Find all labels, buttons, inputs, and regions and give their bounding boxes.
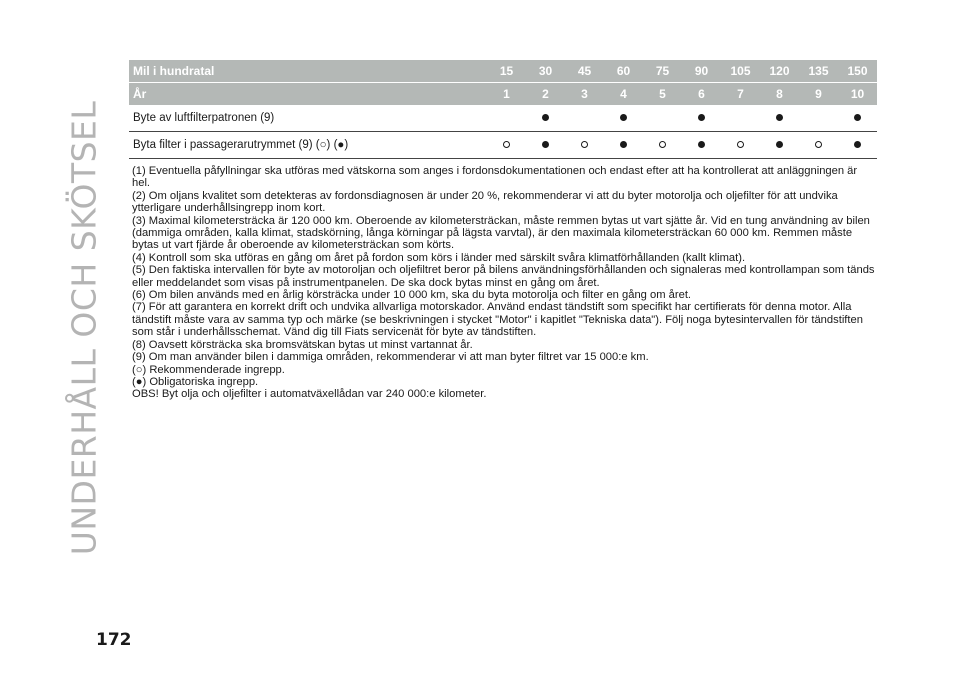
mandatory-dot-icon	[776, 114, 783, 121]
header-distance-cell: 15	[487, 60, 526, 83]
mandatory-dot-icon	[698, 141, 705, 148]
interval-cell	[721, 105, 760, 132]
header-distance-cell: 90	[682, 60, 721, 83]
interval-cell	[604, 105, 643, 132]
interval-cell	[760, 132, 799, 159]
header-distance-cell: 120	[760, 60, 799, 83]
mandatory-dot-icon	[542, 141, 549, 148]
mandatory-dot-icon	[542, 114, 549, 121]
interval-cell	[487, 132, 526, 159]
header-year-cell: 6	[682, 83, 721, 106]
header-year-cell: 2	[526, 83, 565, 106]
header-year-cell: 1	[487, 83, 526, 106]
footnote: (4) Kontroll som ska utföras en gång om året på fordon som körs i länder med särskilt svåra klimatförhållanden (kallt klimat).	[132, 251, 746, 264]
footnote: (6) Om bilen används med en årlig körsträcka under 10 000 km, ska du byta motorolja och filter en gång om året.	[132, 289, 692, 302]
table-row	[129, 105, 877, 132]
header-year-cell: 3	[565, 83, 604, 106]
maintenance-table	[129, 60, 877, 159]
header-year-cell: 8	[760, 83, 799, 106]
footnote: (5) Den faktiska intervallen för byte av motoroljan och oljefiltret beror på bilens användningsförhållanden och signaleras med kontrollampan som tänds eller meddelandet som visas på instrumentpanelen. De ska dock bytas minst en gång om året.	[132, 264, 875, 289]
header-distance-cell: 150	[838, 60, 877, 83]
header-distance-label: Mil i hundratal	[129, 60, 487, 83]
interval-cell	[799, 132, 838, 159]
interval-cell	[565, 132, 604, 159]
header-years-label: År	[129, 83, 487, 106]
header-year-cell: 9	[799, 83, 838, 106]
interval-cell	[721, 132, 760, 159]
interval-cell	[526, 105, 565, 132]
header-distance-cell: 45	[565, 60, 604, 83]
table-row	[129, 132, 877, 159]
header-distance-cell: 30	[526, 60, 565, 83]
footnote: (9) Om man använder bilen i dammiga områden, rekommenderar vi att man byter filtret var 15 000:e km.	[132, 351, 649, 364]
recommended-ring-icon	[581, 141, 588, 148]
header-year-cell: 10	[838, 83, 877, 106]
mandatory-dot-icon	[854, 114, 861, 121]
header-distance-cell: 135	[799, 60, 838, 83]
interval-cell	[838, 132, 877, 159]
interval-cell	[682, 132, 721, 159]
mandatory-dot-icon	[698, 114, 705, 121]
header-year-cell: 4	[604, 83, 643, 106]
footnote-legend-recommended: (○) Rekommenderade ingrepp.	[132, 363, 285, 376]
interval-cell	[643, 132, 682, 159]
footnotes	[132, 165, 877, 401]
interval-cell	[643, 105, 682, 132]
recommended-ring-icon	[659, 141, 666, 148]
interval-cell	[526, 132, 565, 159]
row-label-cabin-filter: Byta filter i passagerarutrymmet (9) (○) (●)	[129, 132, 487, 159]
mandatory-dot-icon	[620, 141, 627, 148]
mandatory-dot-icon	[620, 114, 627, 121]
recommended-ring-icon	[815, 141, 822, 148]
row-label-air-filter: Byte av luftfilterpatronen (9)	[129, 105, 487, 132]
footnote: (1) Eventuella påfyllningar ska utföras med vätskorna som anges i fordonsdokumentationen och endast efter att ha kontrollerat att anläggningen är hel.	[132, 165, 858, 190]
recommended-ring-icon	[737, 141, 744, 148]
interval-cell	[799, 105, 838, 132]
header-year-cell: 7	[721, 83, 760, 106]
interval-cell	[760, 105, 799, 132]
interval-cell	[838, 105, 877, 132]
interval-cell	[682, 105, 721, 132]
header-year-cell: 5	[643, 83, 682, 106]
interval-cell	[487, 105, 526, 132]
header-distance-cell: 60	[604, 60, 643, 83]
footnote-obs: OBS! Byt olja och oljefilter i automatväxellådan var 240 000:e kilometer.	[132, 388, 487, 401]
header-distance-cell: 105	[721, 60, 760, 83]
header-distance-cell: 75	[643, 60, 682, 83]
footnote: (7) För att garantera en korrekt drift och undvika allvarliga motorskador. Använd endast tändstift som specifikt har certifierats för denna motor. Alla tändstift måste vara av samma typ och märke (se beskrivningen i stycket "Motor" i kapitlet "Tekniska data"). Följ noga bytesintervallen för tändstiften som står i underhållsschemat. Vänd dig till Fiats servicenät för byte av tändstiften.	[132, 301, 863, 339]
interval-cell	[565, 105, 604, 132]
mandatory-dot-icon	[776, 141, 783, 148]
footnote: (2) Om oljans kvalitet som detekteras av fordonsdiagnosen är under 20 %, rekommenderar vi att du byter motorolja och oljefilter för att undvika ytterligare underhållsingrepp inom kort.	[132, 189, 838, 215]
recommended-ring-icon	[503, 141, 510, 148]
mandatory-dot-icon	[854, 141, 861, 148]
interval-cell	[604, 132, 643, 159]
section-title: UNDERHÅLL OCH SKÖTSEL	[64, 100, 104, 556]
footnote: (8) Oavsett körsträcka ska bromsvätskan bytas ut minst vartannat år.	[132, 338, 473, 351]
page-number: 172	[96, 630, 132, 650]
footnote: (3) Maximal kilometersträcka är 120 000 km. Oberoende av kilometersträckan, måste remmen bytas ut vart sjätte år. Vid en tung användning av bilen (dammiga områden, kalla klimat, stadskörning, långa körningar på lägsta varvtal), är den maximala kilometersträckan 60 000 km. Remmen måste bytas ut vart fjärde år oberoende av kilometersträckan som körts.	[132, 214, 870, 252]
header-row-years	[129, 83, 877, 106]
footnote-legend-mandatory: (●) Obligatoriska ingrepp.	[132, 375, 259, 388]
header-row-distance	[129, 60, 877, 83]
